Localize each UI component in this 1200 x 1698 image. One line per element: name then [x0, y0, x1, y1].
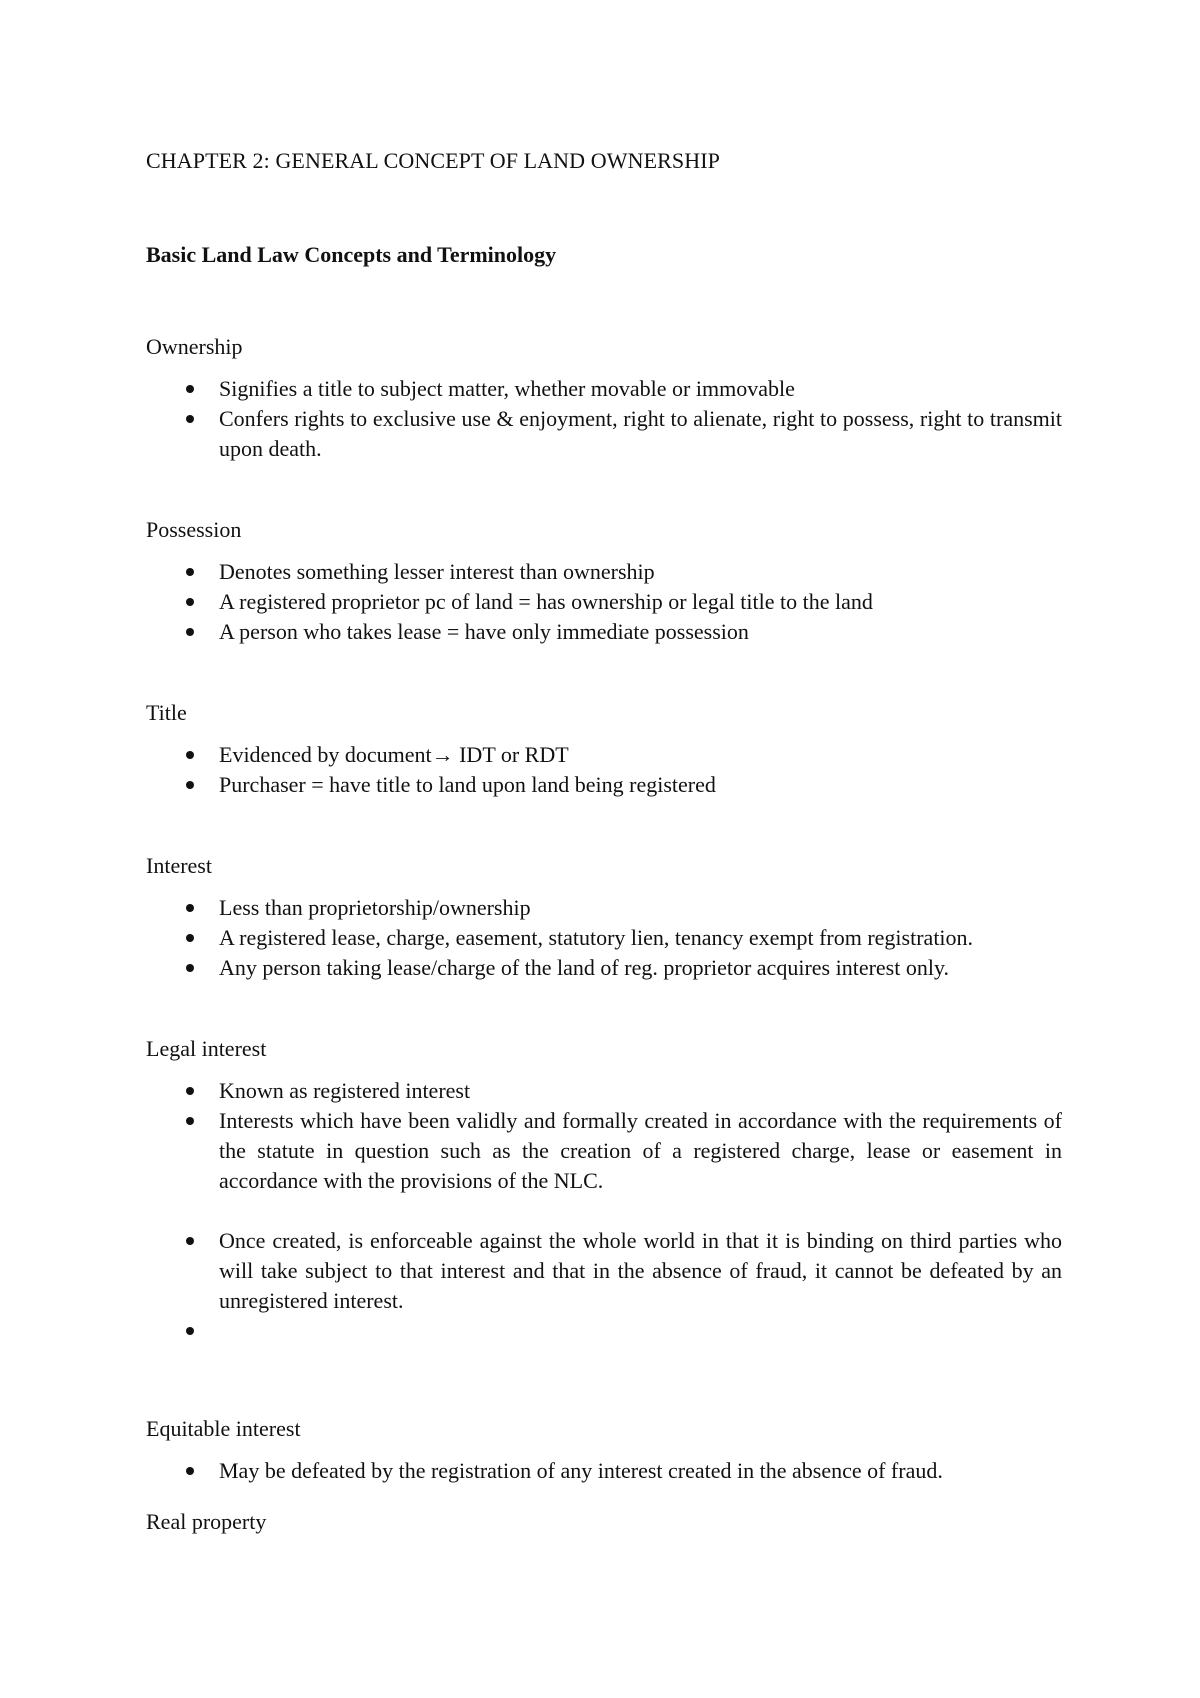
bullet-dot-icon: [186, 904, 194, 912]
bullet-list-ownership: [146, 374, 1062, 464]
section-title-interest: Interest: [146, 853, 212, 878]
bullet-dot-icon: [186, 1117, 194, 1125]
section-ownership: [146, 334, 1062, 464]
bullet-text: A registered proprietor pc of land = has ownership or legal title to the land: [219, 589, 873, 614]
bullet-item-empty: [146, 1316, 1062, 1346]
bullet-text: A person who takes lease = have only immediate possession: [219, 619, 749, 644]
bullet-dot-icon: [186, 415, 194, 423]
bullet-text: A registered lease, charge, easement, statutory lien, tenancy exempt from registration.: [219, 925, 974, 950]
bullet-text: Purchaser = have title to land upon land being registered: [219, 772, 716, 797]
bullet-dot-icon: [186, 1467, 194, 1475]
bullet-item: [146, 740, 1062, 770]
bullet-text: Denotes something lesser interest than ownership: [219, 559, 655, 584]
bullet-item: [146, 374, 1062, 404]
bullet-list-possession: [146, 557, 1062, 647]
section-title-ownership: Ownership: [146, 334, 243, 359]
section-possession: [146, 517, 1062, 647]
section-title-title: Title: [146, 700, 187, 725]
bullet-dot-icon: [186, 1087, 194, 1095]
chapter-title: CHAPTER 2: GENERAL CONCEPT OF LAND OWNERSHIP: [146, 148, 720, 173]
bullet-text: May be defeated by the registration of any interest created in the absence of fraud.: [219, 1458, 943, 1483]
section-title-possession: Possession: [146, 517, 242, 542]
bullet-dot-icon: [186, 964, 194, 972]
bullet-item: [146, 1076, 1062, 1106]
section-real-property: [146, 1509, 1062, 1549]
section-title-equitable-interest: Equitable interest: [146, 1416, 301, 1441]
bullet-dot-icon: [186, 1237, 194, 1245]
bullet-list-equitable-interest: [146, 1456, 1062, 1486]
bullet-list-title: [146, 740, 1062, 800]
bullet-dot-icon: [186, 1327, 194, 1335]
bullet-text: Confers rights to exclusive use & enjoyment, right to alienate, right to possess, right to transmit upon death.: [219, 406, 1062, 461]
bullet-item: [146, 1456, 1062, 1486]
bullet-text: Less than proprietorship/ownership: [219, 895, 531, 920]
bullet-text: Interests which have been validly and formally created in accordance with the requirements of the statute in question such as the creation of a registered charge, lease or easement in accordance with the provisions of the NLC.: [219, 1108, 1062, 1193]
bullet-item: [146, 557, 1062, 587]
section-title: [146, 700, 1062, 800]
section-title-legal-interest: Legal interest: [146, 1036, 267, 1061]
bullet-text: Signifies a title to subject matter, whether movable or immovable: [219, 376, 795, 401]
bullet-dot-icon: [186, 568, 194, 576]
bullet-dot-icon: [186, 628, 194, 636]
bullet-item: [146, 893, 1062, 923]
section-legal-interest: [146, 1036, 1062, 1346]
bullet-item: [146, 953, 1062, 983]
bullet-item: [146, 587, 1062, 617]
section-heading: Basic Land Law Concepts and Terminology: [146, 242, 557, 267]
section-equitable-interest: [146, 1416, 1062, 1486]
section-interest: [146, 853, 1062, 983]
bullet-dot-icon: [186, 934, 194, 942]
bullet-text: Once created, is enforceable against the whole world in that it is binding on third parties who will take subject to that interest and that in the absence of fraud, it cannot be defeated by an unregistered interest.: [219, 1228, 1062, 1313]
bullet-item: [146, 1106, 1062, 1196]
section-title-real-property: Real property: [146, 1509, 267, 1534]
bullet-text: Known as registered interest: [219, 1078, 471, 1103]
bullet-item: [146, 1226, 1062, 1316]
bullet-text: Evidenced by document→ IDT or RDT: [219, 742, 569, 767]
bullet-item: [146, 923, 1062, 953]
bullet-list-legal-interest: [146, 1076, 1062, 1346]
bullet-list-interest: [146, 893, 1062, 983]
bullet-dot-icon: [186, 781, 194, 789]
bullet-dot-icon: [186, 751, 194, 759]
bullet-item: [146, 404, 1062, 464]
bullet-item: [146, 617, 1062, 647]
bullet-item: [146, 770, 1062, 800]
bullet-dot-icon: [186, 598, 194, 606]
bullet-dot-icon: [186, 385, 194, 393]
bullet-text: Any person taking lease/charge of the land of reg. proprietor acquires interest only.: [219, 955, 950, 980]
